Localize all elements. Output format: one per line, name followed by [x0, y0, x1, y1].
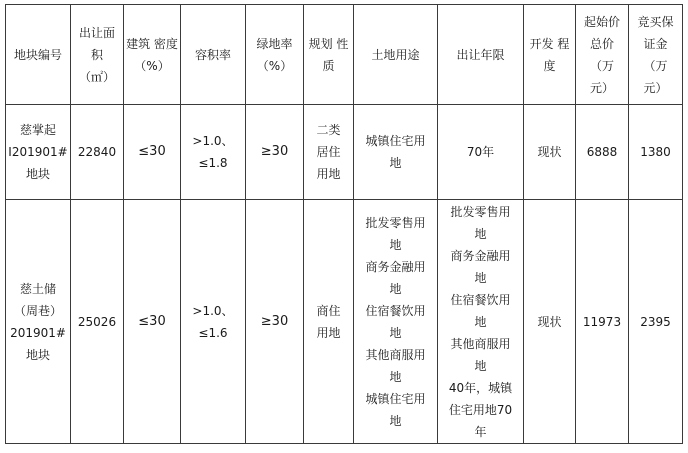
- header-parcel-id: 地块编号: [6, 5, 71, 105]
- header-deposit: 竞买保 证金 （万 元）: [629, 5, 683, 105]
- cell-density: ≤30: [124, 105, 181, 200]
- header-row: [6, 5, 683, 105]
- header-start-price: 起始价 总价 （万 元）: [576, 5, 629, 105]
- cell-far: >1.0、 ≤1.8: [181, 105, 246, 200]
- header-green: 绿地率 （%）: [246, 5, 304, 105]
- cell-planning: 商住 用地: [304, 200, 354, 444]
- cell-far: >1.0、 ≤1.6: [181, 200, 246, 444]
- cell-term: 批发零售用 地 商务金融用 地 住宿餐饮用 地 其他商服用 地 40年，城镇 住宅用地70 年: [438, 200, 524, 444]
- header-far: 容积率: [181, 5, 246, 105]
- table-row: [6, 105, 683, 200]
- header-term: 出让年限: [438, 5, 524, 105]
- cell-deposit: 2395: [629, 200, 683, 444]
- cell-term: 70年: [438, 105, 524, 200]
- cell-start-price: 6888: [576, 105, 629, 200]
- cell-area: 22840: [71, 105, 124, 200]
- cell-green: ≥30: [246, 200, 304, 444]
- cell-planning: 二类 居住 用地: [304, 105, 354, 200]
- cell-development: 现状: [524, 105, 576, 200]
- table-row: [6, 200, 683, 444]
- cell-area: 25026: [71, 200, 124, 444]
- cell-deposit: 1380: [629, 105, 683, 200]
- cell-density: ≤30: [124, 200, 181, 444]
- cell-parcel-id: 慈土储 （周巷） 201901# 地块: [6, 200, 71, 444]
- header-density: 建筑 密度 （%）: [124, 5, 181, 105]
- header-development: 开发 程度: [524, 5, 576, 105]
- header-land-use: 土地用途: [354, 5, 438, 105]
- cell-development: 现状: [524, 200, 576, 444]
- cell-land-use: 批发零售用 地 商务金融用 地 住宿餐饮用 地 其他商服用 地 城镇住宅用 地: [354, 200, 438, 444]
- cell-green: ≥30: [246, 105, 304, 200]
- cell-start-price: 11973: [576, 200, 629, 444]
- header-area: 出让面 积 （㎡）: [71, 5, 124, 105]
- header-planning: 规划 性 质: [304, 5, 354, 105]
- cell-land-use: 城镇住宅用 地: [354, 105, 438, 200]
- cell-parcel-id: 慈掌起 I201901# 地块: [6, 105, 71, 200]
- land-auction-table: [5, 4, 683, 444]
